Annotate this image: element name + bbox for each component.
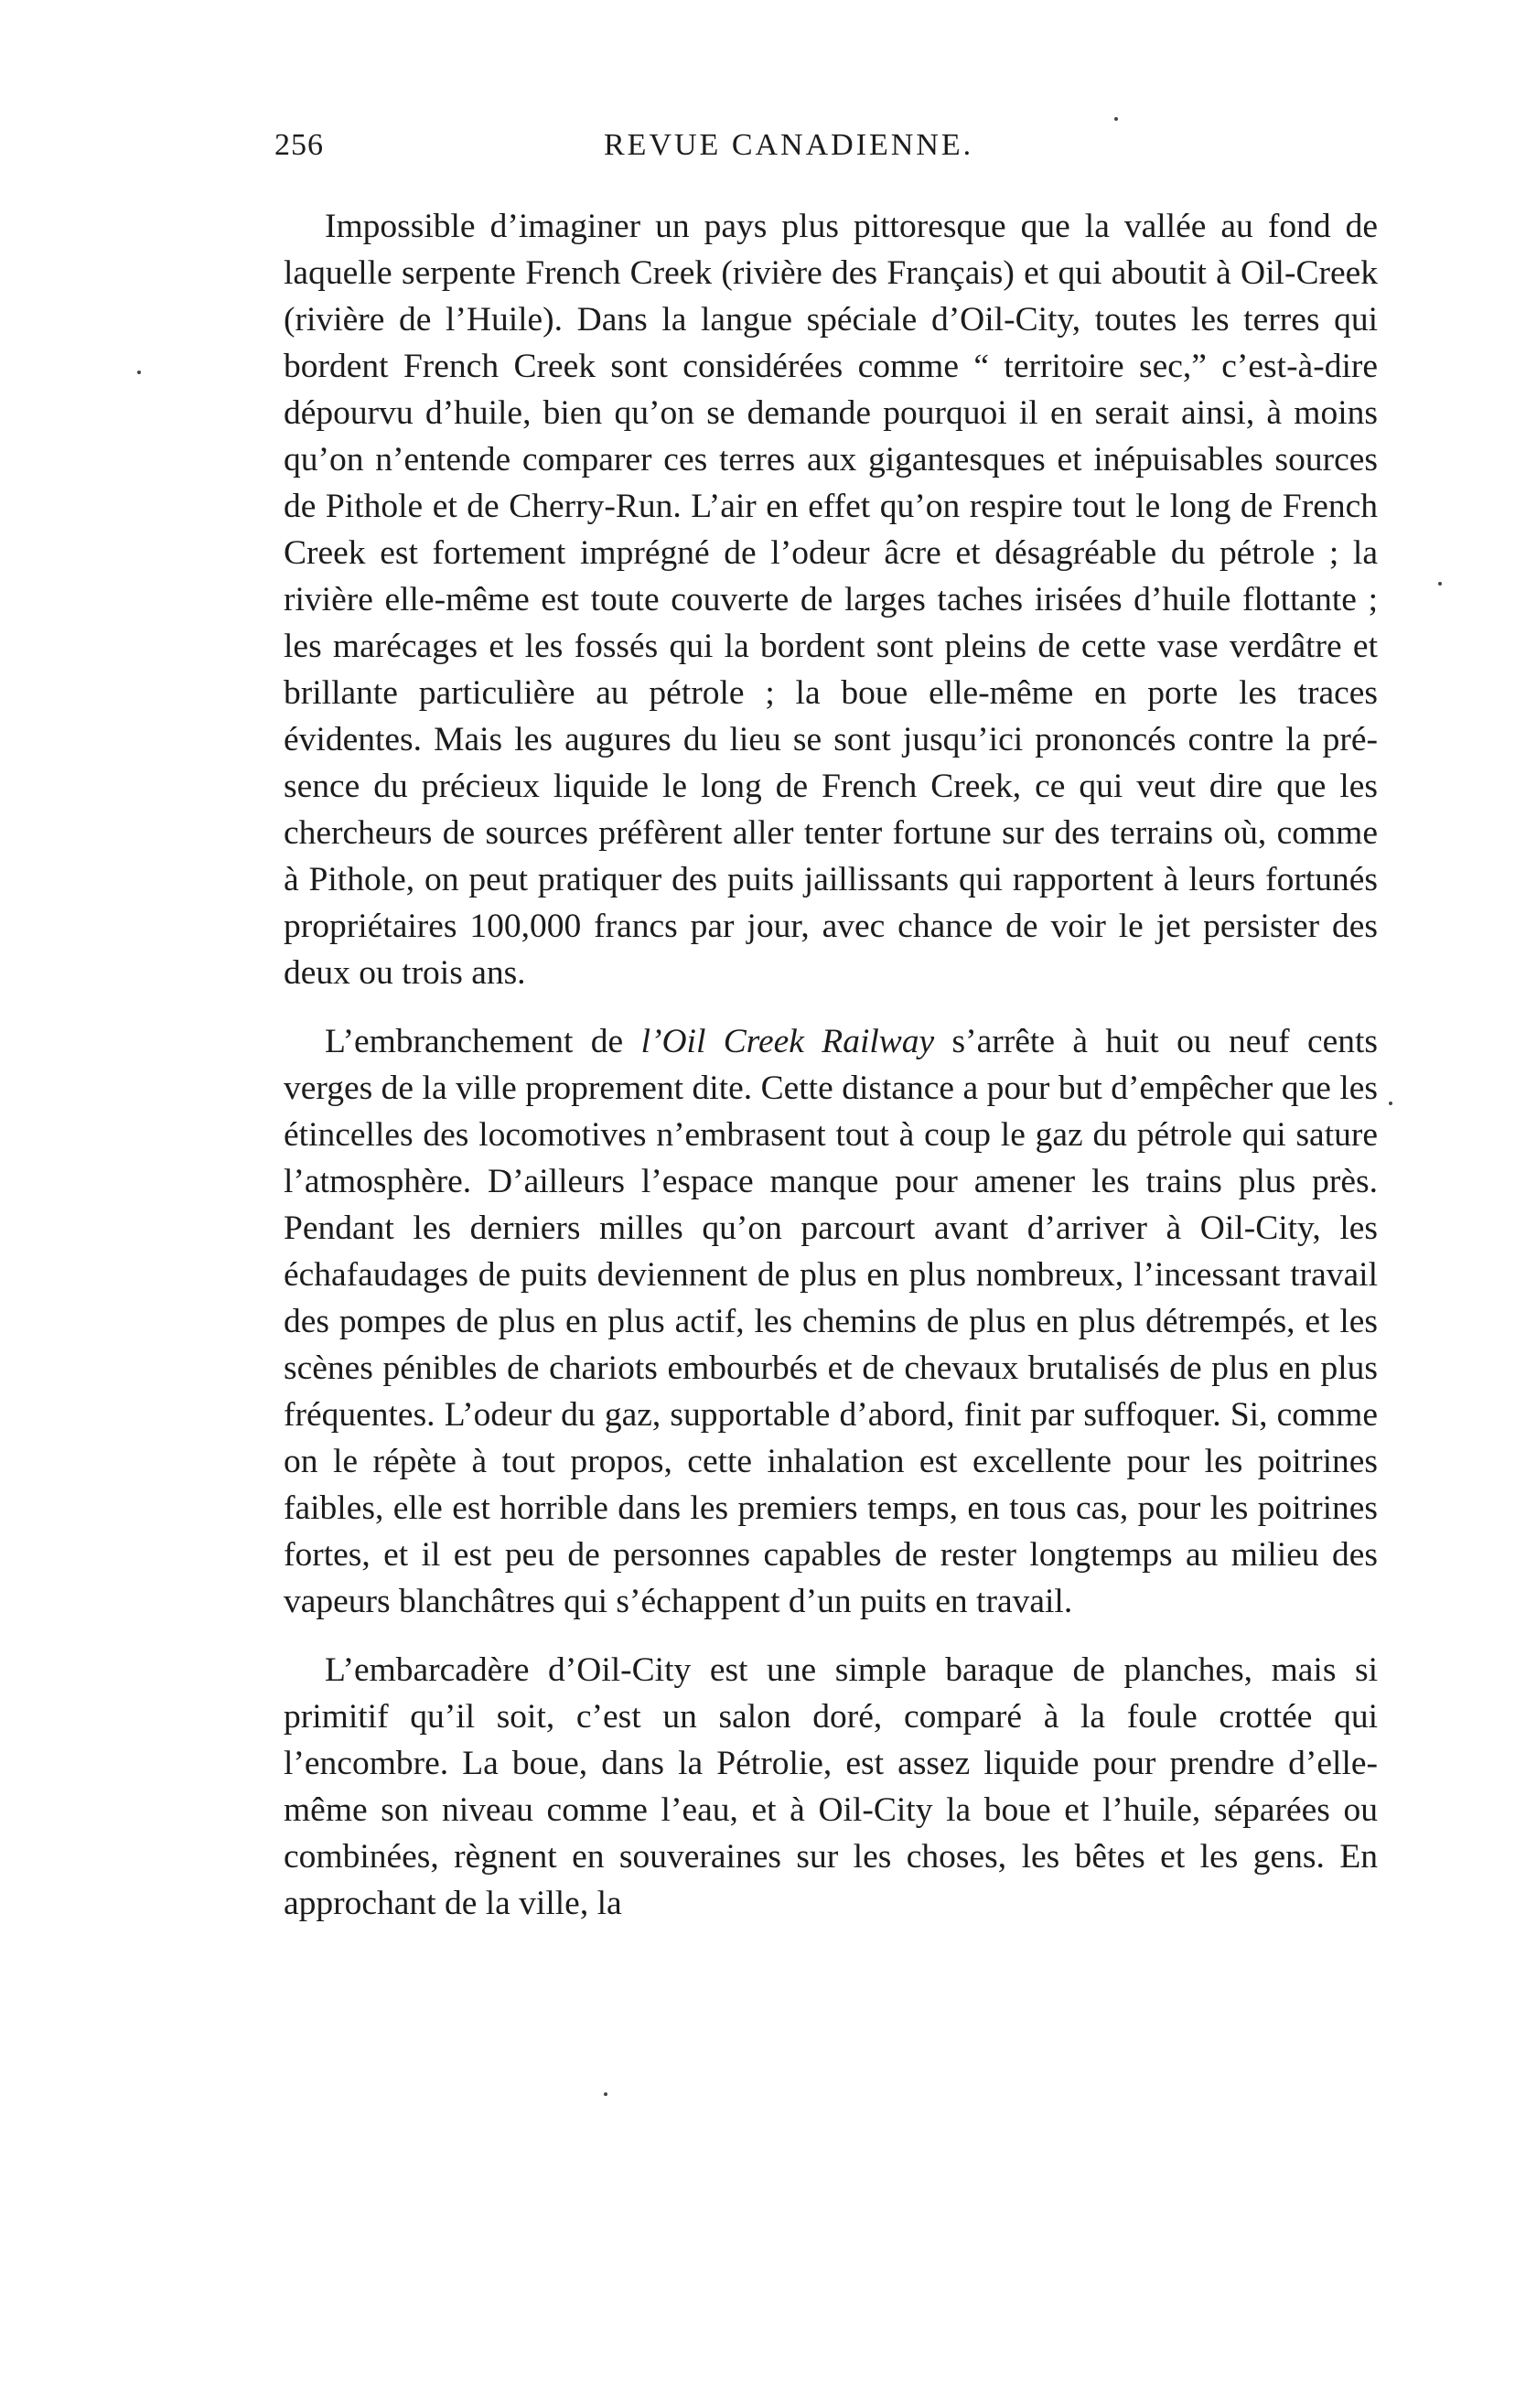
page-header: [274, 128, 1061, 183]
railway-name: l’Oil Creek Railway: [640, 1023, 935, 1060]
paragraph-3: L’embarcadère d’Oil-City est une simple baraque de planches, mais si primitif qu’il soit, c’est un salon doré, comparé à la foule crottée qui l’encombre. La boue, dans la Pétrolie, est assez liquide pour prendre d’elle-même son niveau comme l’eau, et à Oil-City la boue et l’huile, séparées ou combinées, règnent en souveraines sur les choses, les bêtes et les gens. En approchant de la ville, la: [284, 1651, 1378, 1922]
paragraph-2-rest: s’arrête à huit ou neuf cents verges de la ville proprement dite. Cette distance a pour but d’empêcher que les étincelles des locomotives n’embrasent tout à coup le gaz du pétrole qui sature l’atmosphère. D’ailleurs l’espace manque pour amener les trains plus près. Pendant les derniers milles qu’on parcourt avant d’arriver à Oil-City, les échafaudages de puits deviennent de plus en plus nombreux, l’incessant travail des pompes de plus en plus actif, les chemins de plus en plus détrempés, et les scènes pénibles de chariots embourbés et de chevaux brutalisés de plus en plus fréquentes. L’odeur du gaz, supportable d’abord, finit par suffoquer. Si, comme on le répète à tout propos, cette inhalation est excellente pour les poitrines faibles, elle est horrible dans les premiers temps, en tous cas, pour les poitrines fortes, et il est peu de personnes capables de rester longtemps au milieu des vapeurs blanchâtres qui s’échappent d’un puits en travail.: [284, 1023, 1379, 1620]
print-speck: [137, 371, 141, 374]
body-text: [284, 203, 1378, 1927]
print-speck: [1438, 582, 1442, 586]
page-number: 256: [274, 128, 324, 162]
paragraph-2: [284, 1018, 1378, 1625]
print-speck: [604, 2092, 607, 2096]
print-speck: [1114, 117, 1118, 121]
running-title: REVUE CANADIENNE.: [604, 128, 974, 162]
paragraph-2-lead: L’embranchement de: [325, 1023, 641, 1060]
paragraph-1: Impossible d’imaginer un pays plus pittoresque que la vallée au fond de laquelle serpente French Creek (rivière des Français) et qui aboutit à Oil-Creek (rivière de l’Huile). Dans la langue spéciale d’Oil-City, toutes les terres qui bordent French Creek sont considérées comme “ territoire sec,” c’est-à-dire dépourvu d’huile, bien qu’on se demande pourquoi il en serait ainsi, à moins qu’on n’entende comparer ces terres aux gigantesques et inépuisables sources de Pithole et de Cherry-Run. L’air en effet qu’on respire tout le long de French Creek est fortement imprégné de l’odeur âcre et désagréable du pétrole ; la rivière elle-même est toute couverte de larges taches irisées d’huile flottante ; les marécages et les fossés qui la bordent sont pleins de cette vase verdâtre et brillante particulière au pétrole ; la boue elle-même en porte les traces évidentes. Mais les augures du lieu se sont jusqu’ici prononcés contre la présence du précieux liquide le long de French Creek, ce qui veut dire que les chercheurs de sources préfèrent aller tenter fortune sur des terrains où, comme à Pithole, on peut pratiquer des puits jaillissants qui rapportent à leurs fortunés propriétaires 100,000 francs par jour, avec chance de voir le jet persister des deux ou trois ans.: [284, 208, 1378, 992]
print-speck: [1389, 1102, 1392, 1105]
